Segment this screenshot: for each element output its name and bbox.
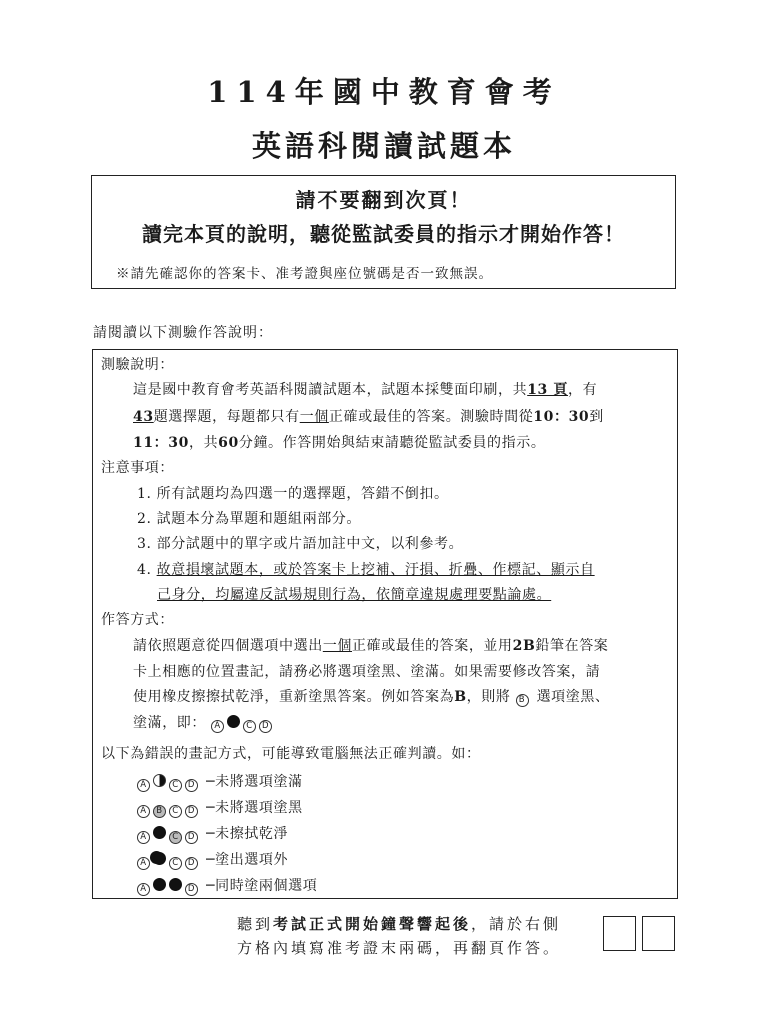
test-info-line-1 [133,379,597,399]
example-answer: B [454,689,467,705]
bubble-d-icon: D [185,857,198,870]
note-item-4-cont [157,584,551,604]
note-item-4 [137,559,595,579]
error-example-3 [137,823,288,844]
bubble-a-icon: A [137,883,150,896]
booklet-title: 英語科閱讀試題本 [251,129,516,163]
bubble-d-icon: D [185,805,198,818]
start-time: 10：30 [533,409,590,425]
bubble-filled-icon [169,878,182,891]
text: ，共 [188,435,219,451]
note-item-2: 2. 試題本分為單題和題組兩部分。 [137,511,362,527]
footer-line-1 [237,912,561,936]
bubble-d-icon: D [185,831,198,844]
warning-box [91,175,676,289]
error-label: ─同時塗兩個選項 [206,878,318,894]
test-info-line-2 [133,406,604,426]
text: 己身分，均屬違反試場規則行為，依簡章違規處理要點論處。 [157,587,552,603]
text: ，有 [567,382,598,398]
error-label: ─未擦拭乾淨 [206,826,289,842]
pencil-type: 2B [512,638,536,654]
error-example-2 [137,797,303,818]
bubble-filled-icon [153,878,166,891]
text: 4. [137,562,152,578]
method-line-3 [133,686,610,707]
text: 選項塗黑、 [536,689,610,705]
bubble-b-icon: B [516,694,529,707]
admission-digit-box-2[interactable] [642,916,675,951]
bubble-c-icon: C [243,720,256,733]
bubble-filled-icon [153,826,166,839]
text: 到 [589,409,604,425]
text: 請依照題意從四個選項中選出 [133,638,323,654]
bubble-c-icon: C [169,831,182,844]
text: 聽到 [237,915,274,933]
text: ，請於右側 [471,915,562,933]
instructions-intro: 請閱讀以下測驗作答說明： [93,325,273,341]
note-item-3: 3. 部分試題中的單字或片語加註中文，以利參考。 [137,536,464,552]
page-count: 13 頁 [527,382,568,398]
error-example-5 [137,875,317,896]
method-heading: 作答方式： [101,612,174,628]
errors-heading: 以下為錯誤的畫記方式，可能導致電腦無法正確判讀。如： [101,746,481,762]
bubble-overfilled-icon [153,852,166,865]
text: 使用橡皮擦擦拭乾淨，重新塗黑答案。例如答案為 [133,689,455,705]
instructions-box [92,349,678,899]
bubble-a-icon: A [137,805,150,818]
method-line-2: 卡上相應的位置畫記，請務必將選項塗黑、塗滿。如果需要修改答案，請 [133,664,601,680]
warning-note: ※請先確認你的答案卡、准考證與座位號碼是否一致無誤。 [116,266,493,282]
text: 題選擇題，每題都只有 [153,409,300,425]
only-one-text: 一個 [299,409,329,425]
footer-line-2: 方格內填寫准考證末兩碼，再翻頁作答。 [237,939,562,957]
text: 正確或最佳的答案。測驗時間從 [328,409,534,425]
error-label: ─未將選項塗黑 [206,800,303,816]
test-info-line-3 [133,432,545,452]
bubble-d-icon: D [185,779,198,792]
notes-heading: 注意事項： [101,460,174,476]
bubble-half-filled-icon [153,774,166,787]
method-line-1 [133,635,608,655]
footer-instructions [237,912,561,960]
bubble-filled-icon [227,715,240,728]
warning-line-1: 請不要翻到次頁！ [295,188,472,212]
text: 鉛筆在答案 [535,638,609,654]
bubble-c-icon: C [169,805,182,818]
text: 分鐘。作答開始與結束請聽從監試委員的指示。 [238,435,546,451]
minutes: 60 [218,435,239,451]
error-label: ─未將選項塗滿 [206,774,303,790]
bubble-a-icon: A [211,720,224,733]
error-label: ─塗出選項外 [206,852,289,868]
text: 故意損壞試題本，或於答案卡上挖補、汙損、折疊、作標記、顯示自 [156,562,595,578]
test-info-heading: 測驗說明： [101,357,174,373]
text: 這是國中教育會考英語科閱讀試題本，試題本採雙面印刷，共 [133,382,528,398]
admission-digit-box-1[interactable] [603,916,636,951]
bubble-b-icon: B [153,805,166,818]
bubble-c-icon: C [169,779,182,792]
only-one-text: 一個 [322,638,353,654]
bubble-a-icon: A [137,857,150,870]
bubble-a-icon: A [137,779,150,792]
text: ，則將 [466,689,511,705]
bubble-d-icon: D [259,720,272,733]
question-count: 43 [133,409,154,425]
text: 塗滿，即： [133,715,206,731]
method-line-4 [133,712,275,733]
bubble-c-icon: C [169,857,182,870]
warning-line-2: 讀完本頁的說明，聽從監試委員的指示才開始作答！ [142,222,625,246]
error-example-1 [137,771,303,792]
text: 正確或最佳的答案，並用 [352,638,513,654]
bubble-d-icon: D [185,883,198,896]
bubble-a-icon: A [137,831,150,844]
text: 考試正式開始鐘聲響起後 [273,915,472,933]
end-time: 11：30 [133,435,189,451]
exam-title: 114年國中教育會考 [207,75,561,109]
note-item-1: 1. 所有試題均為四選一的選擇題，答錯不倒扣。 [137,486,449,502]
error-example-4 [137,849,288,870]
